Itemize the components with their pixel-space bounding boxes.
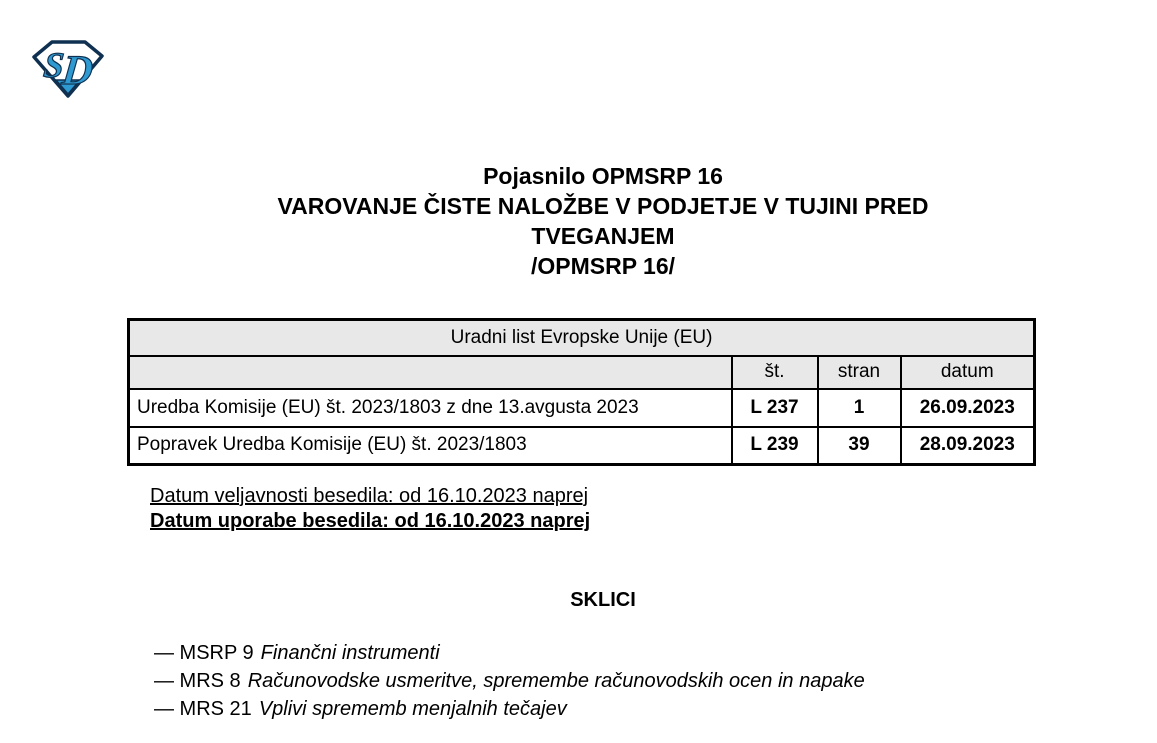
logo-letter-d: D — [59, 47, 96, 94]
table-row — [129, 427, 1035, 465]
row-datum: 26.09.2023 — [901, 389, 1035, 427]
row-stran: 39 — [818, 427, 901, 465]
title-line-3: TVEGANJEM — [531, 223, 675, 249]
reference-code: — MRS 8 — [154, 670, 241, 692]
row-datum: 28.09.2023 — [901, 427, 1035, 465]
reference-code: — MSRP 9 — [154, 642, 254, 664]
table-header-row — [129, 356, 1035, 389]
reference-code: — MRS 21 — [154, 698, 252, 720]
sd-diamond-logo-icon — [27, 36, 109, 100]
reference-title: Finančni instrumenti — [260, 642, 440, 664]
reference-item — [154, 695, 865, 723]
reference-title: Računovodske usmeritve, spremembe računovodskih ocen in napake — [247, 670, 865, 692]
title-line-4: /OPMSRP 16/ — [530, 253, 676, 279]
table-row — [129, 389, 1035, 427]
title-line-1: Pojasnilo OPMSRP 16 — [483, 163, 723, 189]
application-date-line: Datum uporabe besedila: od 16.10.2023 naprej — [150, 510, 591, 532]
official-journal-table — [127, 318, 1036, 466]
row-stran: 1 — [818, 389, 901, 427]
header-datum: datum — [901, 356, 1035, 389]
header-st: št. — [732, 356, 818, 389]
validity-block — [150, 484, 590, 534]
header-stran: stran — [818, 356, 901, 389]
references-list — [154, 639, 865, 723]
document-title — [176, 161, 1030, 281]
validity-date-line: Datum veljavnosti besedila: od 16.10.2023 naprej — [150, 485, 589, 507]
reference-title: Vplivi sprememb menjalnih tečajev — [258, 698, 567, 720]
row-st: L 237 — [732, 389, 818, 427]
row-st: L 239 — [732, 427, 818, 465]
table-caption: Uradni list Evropske Unije (EU) — [129, 320, 1035, 356]
table-caption-row — [129, 320, 1035, 356]
logo-letter-s: S — [41, 45, 67, 85]
references-heading: SKLICI — [570, 589, 636, 611]
reference-item — [154, 667, 865, 695]
header-desc — [129, 356, 732, 389]
title-line-2: VAROVANJE ČISTE NALOŽBE V PODJETJE V TUJINI PRED — [277, 193, 929, 219]
row-description: Uredba Komisije (EU) št. 2023/1803 z dne 13.avgusta 2023 — [129, 389, 732, 427]
reference-item — [154, 639, 865, 667]
row-description: Popravek Uredba Komisije (EU) št. 2023/1803 — [129, 427, 732, 465]
